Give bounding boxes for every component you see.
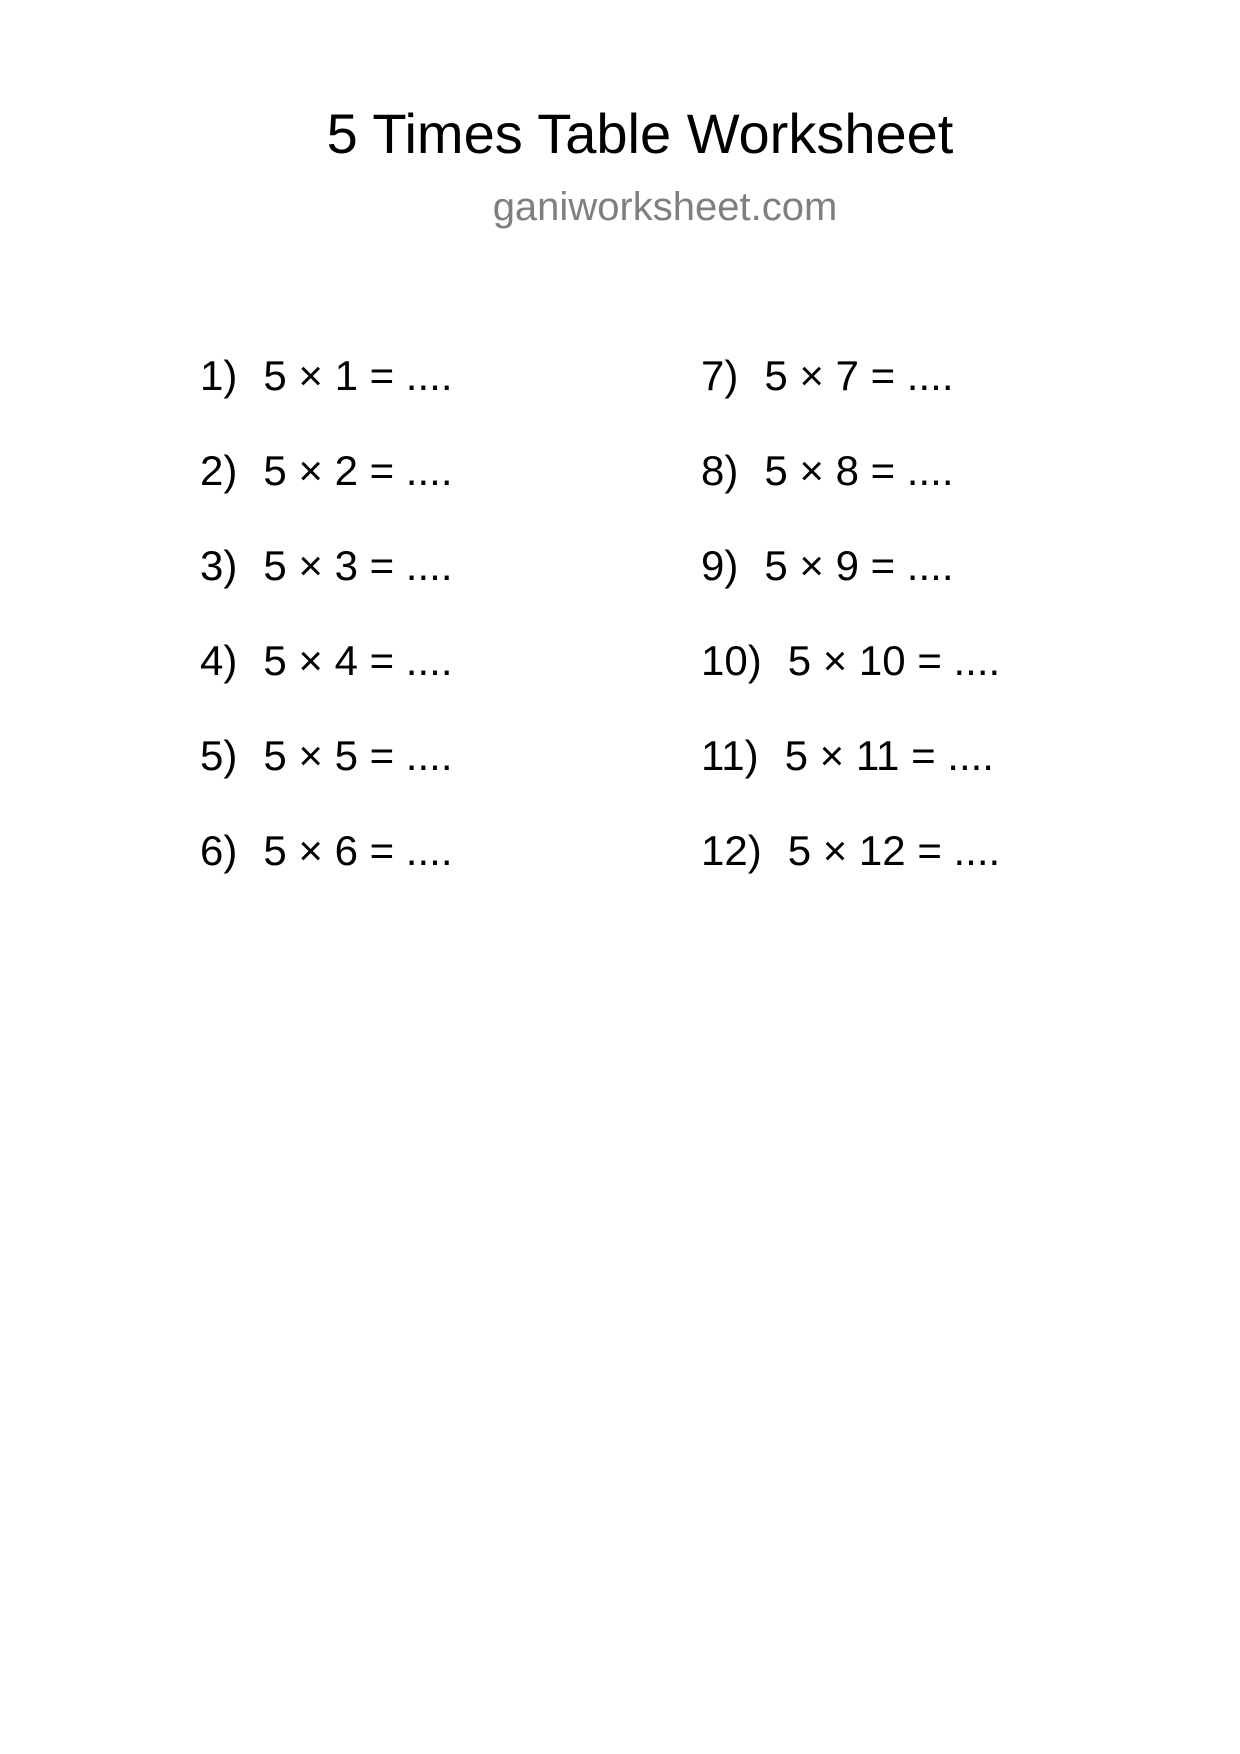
problem-item <box>701 542 1000 637</box>
problem-item <box>701 447 1000 542</box>
problem-equation: 5 × 8 = .... <box>764 447 954 494</box>
problem-equation: 5 × 10 = .... <box>787 637 1001 684</box>
problem-equation: 5 × 3 = .... <box>263 542 453 589</box>
problem-equation: 5 × 1 = .... <box>263 352 453 399</box>
problem-column-right <box>701 352 1000 922</box>
worksheet-source: ganiworksheet.com <box>492 185 838 229</box>
problem-item <box>200 637 452 732</box>
problem-number: 4) <box>200 637 238 684</box>
problem-equation: 5 × 11 = .... <box>784 732 994 779</box>
problem-item <box>200 447 452 542</box>
problem-number: 11) <box>701 732 759 779</box>
problem-equation: 5 × 9 = .... <box>764 542 954 589</box>
problem-column-left <box>200 352 452 922</box>
problem-equation: 5 × 2 = .... <box>263 447 453 494</box>
problem-item <box>200 542 452 637</box>
problem-number: 2) <box>200 447 238 494</box>
problem-number: 1) <box>200 352 238 399</box>
problem-item <box>701 352 1000 447</box>
problem-number: 7) <box>701 352 739 399</box>
problem-item <box>200 732 452 827</box>
problem-item <box>701 827 1000 922</box>
problem-item <box>701 732 1000 827</box>
problem-equation: 5 × 12 = .... <box>787 827 1001 874</box>
problem-number: 12) <box>701 827 762 874</box>
worksheet-title: 5 Times Table Worksheet <box>326 102 954 165</box>
problem-equation: 5 × 6 = .... <box>263 827 453 874</box>
problem-number: 10) <box>701 637 762 684</box>
problem-number: 3) <box>200 542 238 589</box>
problem-item <box>701 637 1000 732</box>
problem-number: 5) <box>200 732 238 779</box>
problem-item <box>200 827 452 922</box>
problem-equation: 5 × 4 = .... <box>263 637 453 684</box>
problem-number: 9) <box>701 542 739 589</box>
problem-number: 8) <box>701 447 739 494</box>
problem-item <box>200 352 452 447</box>
problem-number: 6) <box>200 827 238 874</box>
problem-equation: 5 × 5 = .... <box>263 732 453 779</box>
problem-equation: 5 × 7 = .... <box>764 352 954 399</box>
